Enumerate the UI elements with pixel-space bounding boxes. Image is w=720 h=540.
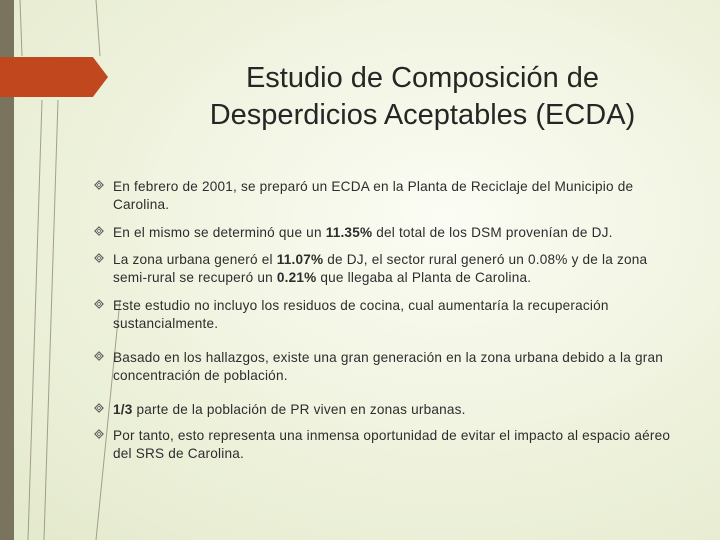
bullet-item: [104, 251, 674, 287]
diamond-outline-icon: [94, 351, 104, 361]
bullet-item: [104, 401, 674, 419]
bullet-emphasis: 11.35%: [325, 225, 373, 240]
bullet-run: La zona urbana generó el: [113, 252, 277, 267]
title-line-2: Desperdicios Aceptables (ECDA): [209, 99, 636, 131]
bullet-text: [113, 178, 674, 214]
bullet-emphasis: 11.07%: [276, 252, 324, 267]
bullet-run: parte de la población de PR viven en zonas urbanas.: [132, 402, 466, 417]
diamond-outline-icon: [94, 429, 104, 439]
slide-title: [150, 60, 695, 134]
bullet-text: [113, 427, 674, 463]
bullet-emphasis: 1/3: [113, 402, 133, 417]
bullet-emphasis: 0.21%: [276, 270, 317, 285]
diamond-outline-icon: [94, 403, 104, 413]
diamond-outline-icon: [94, 180, 104, 190]
bullet-text: [113, 297, 674, 333]
bullet-run: Basado en los hallazgos, existe una gran generación en la zona urbana debido a la gran concentración de población.: [113, 350, 664, 383]
bullet-text: [113, 224, 674, 242]
bullet-run: que llegaba al Planta de Carolina.: [316, 270, 532, 285]
bullet-item: [104, 427, 674, 463]
bullet-text: [113, 251, 674, 287]
bullet-run: del total de los DSM provenían de DJ.: [372, 225, 613, 240]
bullet-item: [104, 297, 674, 333]
title-accent-tab: [0, 57, 108, 97]
diamond-outline-icon: [94, 253, 104, 263]
bullet-item: [104, 349, 674, 385]
bullet-list: [104, 178, 674, 463]
bullet-run: En el mismo se determinó que un: [113, 225, 326, 240]
bullet-run: En febrero de 2001, se preparó un ECDA en la Planta de Reciclaje del Municipio de Carolina.: [113, 179, 634, 212]
diamond-outline-icon: [94, 299, 104, 309]
title-line-1: Estudio de Composición de: [245, 62, 600, 94]
bullet-item: [104, 178, 674, 214]
bullet-run: Por tanto, esto representa una inmensa oportunidad de evitar el impacto al espacio aéreo del SRS de Carolina.: [113, 428, 671, 461]
bullet-run: Este estudio no incluyo los residuos de cocina, cual aumentaría la recuperación sustancialmente.: [113, 298, 609, 331]
bullet-text: [113, 349, 674, 385]
bullet-text: [113, 401, 674, 419]
bullet-item: [104, 224, 674, 242]
diamond-outline-icon: [94, 226, 104, 236]
bullet-run: de DJ, el sector rural generó un 0.08% y de la zona semi-rural se recuperó un: [113, 252, 648, 285]
